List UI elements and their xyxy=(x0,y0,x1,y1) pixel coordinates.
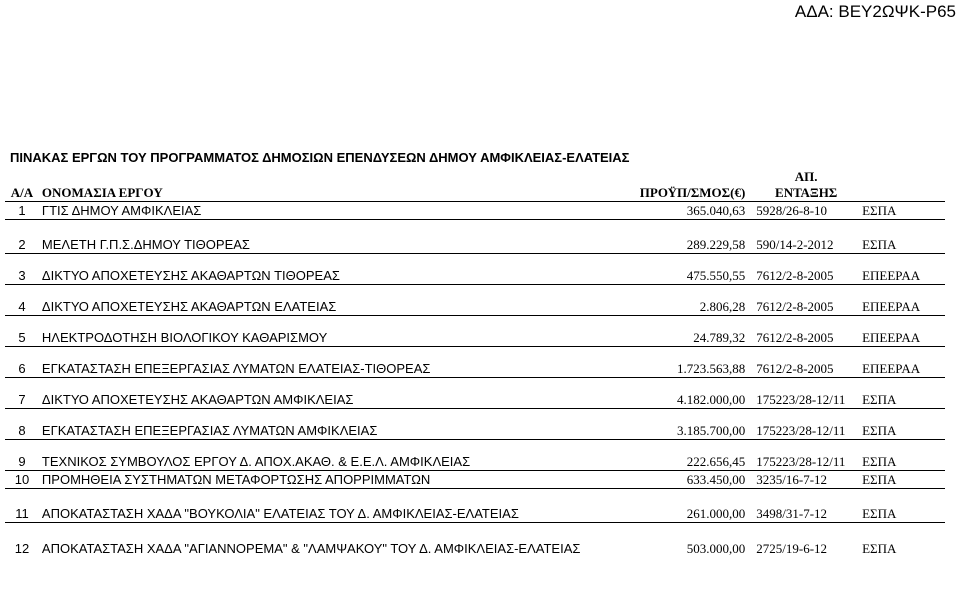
cell-source: ΕΣΠΑ xyxy=(859,409,945,440)
cell-name: ΔΙΚΤΥΟ ΑΠΟΧΕΤΕΥΣΗΣ ΑΚΑΘΑΡΤΩΝ ΤΙΘΟΡΕΑΣ xyxy=(39,254,603,285)
header-budget: ΠΡΟΫΠ/ΣΜΟΣ(€) xyxy=(639,185,746,200)
table-header-row xyxy=(5,165,945,202)
table-row xyxy=(5,378,945,409)
table-row xyxy=(5,220,945,254)
cell-num: 6 xyxy=(5,347,39,378)
cell-source: ΕΣΠΑ xyxy=(859,220,945,254)
cell-source: ΕΣΠΑ xyxy=(859,523,945,557)
cell-source: ΕΠΕΕΡΑΑ xyxy=(859,347,945,378)
cell-approval: 2725/19-6-12 xyxy=(753,523,859,557)
cell-num: 2 xyxy=(5,220,39,254)
cell-approval: 175223/28-12/11 xyxy=(753,378,859,409)
cell-name: ΓΤΙΣ ΔΗΜΟΥ ΑΜΦΙΚΛΕΙΑΣ xyxy=(39,202,603,220)
cell-num: 4 xyxy=(5,285,39,316)
cell-source: ΕΣΠΑ xyxy=(859,440,945,471)
cell-budget: 4.182.000,00 xyxy=(603,378,754,409)
header-aa: Α/Α xyxy=(10,185,34,200)
document-title: ΠΙΝΑΚΑΣ ΕΡΓΩΝ ΤΟΥ ΠΡΟΓΡΑΜΜΑΤΟΣ ΔΗΜΟΣΙΩΝ ΕΠΕΝΔΥΣΕΩΝ ΔΗΜΟΥ ΑΜΦΙΚΛΕΙΑΣ-ΕΛΑΤΕΙΑΣ xyxy=(10,150,630,165)
cell-num: 5 xyxy=(5,316,39,347)
cell-approval: 3498/31-7-12 xyxy=(753,489,859,523)
cell-source: ΕΣΠΑ xyxy=(859,489,945,523)
header-approval xyxy=(753,165,859,202)
header-approval-line2: ΕΝΤΑΞΗΣ xyxy=(775,185,838,200)
header-approval-line1: ΑΠ. xyxy=(794,169,818,184)
cell-approval: 7612/2-8-2005 xyxy=(753,316,859,347)
cell-num: 11 xyxy=(5,489,39,523)
table-row xyxy=(5,440,945,471)
table-row xyxy=(5,202,945,220)
cell-num: 7 xyxy=(5,378,39,409)
cell-name: ΤΕΧΝΙΚΟΣ ΣΥΜΒΟΥΛΟΣ ΕΡΓΟΥ Δ. ΑΠΟΧ.ΑΚΑΘ. & Ε.Ε.Λ. ΑΜΦΙΚΛΕΙΑΣ xyxy=(39,440,603,471)
cell-budget: 475.550,55 xyxy=(603,254,754,285)
table-row xyxy=(5,347,945,378)
header-source xyxy=(859,165,945,202)
cell-approval: 590/14-2-2012 xyxy=(753,220,859,254)
cell-source: ΕΠΕΕΡΑΑ xyxy=(859,254,945,285)
cell-approval: 175223/28-12/11 xyxy=(753,409,859,440)
cell-num: 10 xyxy=(5,471,39,489)
cell-name: ΑΠΟΚΑΤΑΣΤΑΣΗ ΧΑΔΑ "ΑΓΙΑΝΝΟΡΕΜΑ" & "ΛΑΜΨΑΚΟΥ" ΤΟΥ Δ. ΑΜΦΙΚΛΕΙΑΣ-ΕΛΑΤΕΙΑΣ xyxy=(39,523,603,557)
cell-name: ΔΙΚΤΥΟ ΑΠΟΧΕΤΕΥΣΗΣ ΑΚΑΘΑΡΤΩΝ ΕΛΑΤΕΙΑΣ xyxy=(39,285,603,316)
cell-num: 3 xyxy=(5,254,39,285)
cell-source: ΕΣΠΑ xyxy=(859,471,945,489)
cell-approval: 175223/28-12/11 xyxy=(753,440,859,471)
cell-budget: 24.789,32 xyxy=(603,316,754,347)
cell-num: 9 xyxy=(5,440,39,471)
cell-name: ΠΡΟΜΗΘΕΙΑ ΣΥΣΤΗΜΑΤΩΝ ΜΕΤΑΦΟΡΤΩΣΗΣ ΑΠΟΡΡΙΜΜΑΤΩΝ xyxy=(39,471,603,489)
cell-budget: 365.040,63 xyxy=(603,202,754,220)
cell-source: ΕΠΕΕΡΑΑ xyxy=(859,316,945,347)
table-row xyxy=(5,254,945,285)
cell-approval: 7612/2-8-2005 xyxy=(753,285,859,316)
header-name: ΟΝΟΜΑΣΙΑ ΕΡΓΟΥ xyxy=(41,185,163,200)
cell-budget: 261.000,00 xyxy=(603,489,754,523)
cell-approval: 5928/26-8-10 xyxy=(753,202,859,220)
cell-approval: 7612/2-8-2005 xyxy=(753,347,859,378)
cell-num: 8 xyxy=(5,409,39,440)
cell-budget: 633.450,00 xyxy=(603,471,754,489)
cell-source: ΕΠΕΕΡΑΑ xyxy=(859,285,945,316)
cell-budget: 222.656,45 xyxy=(603,440,754,471)
cell-name: ΜΕΛΕΤΗ Γ.Π.Σ.ΔΗΜΟΥ ΤΙΘΟΡΕΑΣ xyxy=(39,220,603,254)
cell-name: ΑΠΟΚΑΤΑΣΤΑΣΗ ΧΑΔΑ "ΒΟΥΚΟΛΙΑ" ΕΛΑΤΕΙΑΣ ΤΟΥ Δ. ΑΜΦΙΚΛΕΙΑΣ-ΕΛΑΤΕΙΑΣ xyxy=(39,489,603,523)
cell-source: ΕΣΠΑ xyxy=(859,202,945,220)
cell-approval: 3235/16-7-12 xyxy=(753,471,859,489)
cell-budget: 2.806,28 xyxy=(603,285,754,316)
cell-name: ΕΓΚΑΤΑΣΤΑΣΗ ΕΠΕΞΕΡΓΑΣΙΑΣ ΛΥΜΑΤΩΝ ΕΛΑΤΕΙΑΣ-ΤΙΘΟΡΕΑΣ xyxy=(39,347,603,378)
cell-name: ΕΓΚΑΤΑΣΤΑΣΗ ΕΠΕΞΕΡΓΑΣΙΑΣ ΛΥΜΑΤΩΝ ΑΜΦΙΚΛΕΙΑΣ xyxy=(39,409,603,440)
table-row xyxy=(5,489,945,523)
cell-budget: 1.723.563,88 xyxy=(603,347,754,378)
cell-approval: 7612/2-8-2005 xyxy=(753,254,859,285)
cell-num: 1 xyxy=(5,202,39,220)
table-row xyxy=(5,316,945,347)
table-row xyxy=(5,523,945,557)
cell-budget: 3.185.700,00 xyxy=(603,409,754,440)
table-row xyxy=(5,285,945,316)
ada-code: ΑΔΑ: ΒΕΥ2ΩΨΚ-Ρ65 xyxy=(794,2,956,21)
cell-name: ΗΛΕΚΤΡΟΔΟΤΗΣΗ ΒΙΟΛΟΓΙΚΟΥ ΚΑΘΑΡΙΣΜΟΥ xyxy=(39,316,603,347)
cell-source: ΕΣΠΑ xyxy=(859,378,945,409)
cell-budget: 289.229,58 xyxy=(603,220,754,254)
table-row xyxy=(5,471,945,489)
cell-num: 12 xyxy=(5,523,39,557)
cell-name: ΔΙΚΤΥΟ ΑΠΟΧΕΤΕΥΣΗΣ ΑΚΑΘΑΡΤΩΝ ΑΜΦΙΚΛΕΙΑΣ xyxy=(39,378,603,409)
table-row xyxy=(5,409,945,440)
projects-table xyxy=(5,165,945,557)
cell-budget: 503.000,00 xyxy=(603,523,754,557)
